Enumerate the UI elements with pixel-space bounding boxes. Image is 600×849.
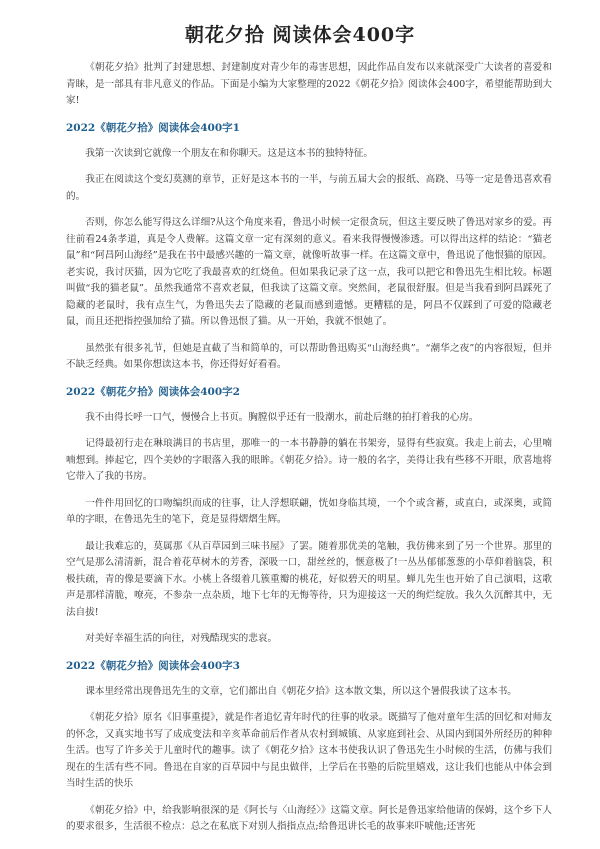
paragraph: 记得最初行走在琳琅满目的书店里，那唯一的一本书静静的躺在书架旁，显得有些寂寞。我走上前去，心里喃喃想到。捧起它，四个美妙的字眼落入我的眼眸。《朝花夕拾》。诗一般的名字，美得让我有些移不开眼，欣喜地将它带入了我的书房。: [66, 438, 552, 482]
section-3: [66, 658, 552, 836]
paragraph: 我不由得长呼一口气，慢慢合上书页。胸膛似乎还有一股潮水，前赴后继的拍打着我的心房。: [85, 411, 479, 423]
paragraph: 《朝花夕拾》中，给我影响很深的是《阿长与〈山海经〉》这篇文章。阿长是鲁迅家给他请的保姆，这个乡下人的要求很多，生活很不检点：总之在私底下对别人指指点点;给鲁迅讲长毛的故事来吓唬他;还害死: [66, 804, 552, 832]
paragraph: 最让我难忘的，莫属那《从百草园到三味书屋》了罢。随着那优美的笔触，我仿佛来到了另一个世界。那里的空气是那么清清新，混合着花草树木的芳香，深吸一口，甜丝丝的，惬意极了!一丛丛郁郁葱葱的小草仰着脑袋，积极扶疏，青的像是要滴下水。小桃上各缀着几簇重瓣的桃花，好似碧天的明星。蝉儿先生也开始了自己演唱，这歌声是那样清脆，嘹亮，不参杂一点杂质，地下七年的无悔等待，只为迎接这一天的绚烂绽放。我久久沉醉其中，无法自拔!: [66, 540, 552, 618]
section-heading: 2022《朝花夕拾》阅读体会400字1: [66, 121, 240, 134]
paragraph: 我第一次读到它就像一个朋友在和你聊天。这是这本书的独特特征。: [85, 147, 373, 159]
paragraph: 《朝花夕拾》原名《旧事重提》，就是作者追忆青年时代的往事的收录。既描写了他对童年生活的回忆和对师友的怀念，又真实地书写了成成变法和辛亥革命前后作者从农村到城镇、从家庭到社会、从国内到国外所经历的种种生活。也写了许多关于儿童时代的趣事。读了《朝花夕拾》这本书使我认识了鲁迅先生小时候的生活，仿佛与我们现在的生活有些不同。鲁迅在自家的百草园中与昆虫做伴，上学后在书塾的后院里嬉戏，这让我们也能从中体会到当时生活的快乐: [66, 712, 552, 789]
paragraph: 一件件用回忆的口吻编织而成的往事，让人浮想联翩，恍如身临其境，一个个或含蓄，或直白，或深奥，或简单的字眼，在鲁迅先生的笔下，竟是显得熠熠生辉。: [66, 497, 552, 525]
article-body: [66, 60, 552, 846]
page-title: 朝花夕拾 阅读体会400字: [184, 24, 416, 46]
paragraph: 否则，你怎么能写得这么详细?从这个角度来看，鲁迅小时候一定很贪玩，但这主要反映了鲁迅对家乡的爱。再往前看24条孝道，真是令人费解。这篇文章一定有深刻的意义。看来我得慢慢渗透。可以得出这样的结论：“猫老鼠”和“阿昌阿山海经”是我在书中最感兴趣的一篇文章，就像听故事一样。在这篇文章中，鲁迅说了他恨猫的原因。老实说，我讨厌猫，因为它吃了我最喜欢的红烧鱼。但如果我记录了这一点，我可以把它和鲁迅先生相比较。标题叫做“我的猫老鼠”。虽然我通常不喜欢老鼠，但我读了这篇文章。突然间，老鼠很舒服。但是当我看到阿昌踩死了隐藏的老鼠时，我有点生气，为鲁迅失去了隐藏的老鼠而感到遗憾。更糟糕的是，阿昌不仅踩到了可爱的隐藏老鼠，而且还把指控强加给了猫。所以鲁迅恨了猫。从一开始，我就不恨她了。: [66, 217, 552, 327]
paragraph: 虽然张有很多礼节，但她是直截了当和简单的，可以帮助鲁迅购买“山海经典”。“潮华之夜”的内容很短，但并不缺乏经典。如果你想读这本书，你还得好好看看。: [66, 342, 552, 370]
section-2: [66, 384, 552, 648]
paragraph: 对美好幸福生活的向往，对残酷现实的悲哀。: [85, 633, 278, 644]
section-1: [66, 120, 552, 374]
paragraph: 课本里经常出现鲁迅先生的文章，它们都出自《朝花夕拾》这本散文集，所以这个暑假我读了这本书。: [85, 685, 517, 697]
paragraph: 我正在阅读这个变幻莫测的章节，正好是这本书的一半，与前五届大会的报纸、高跷、马等一定是鲁迅喜欢看的。: [66, 174, 552, 202]
section-heading: 2022《朝花夕拾》阅读体会400字3: [66, 659, 240, 672]
intro-paragraph: 《朝花夕拾》批判了封建思想、封建制度对青少年的毒害思想，因此作品自发布以来就深受广大读者的喜爱和青睐，是一部具有非凡意义的作品。下面是小编为大家整理的2022《朝花夕拾》阅读体会400字，希望能帮助到大家!: [66, 62, 552, 106]
section-heading: 2022《朝花夕拾》阅读体会400字2: [66, 385, 240, 398]
